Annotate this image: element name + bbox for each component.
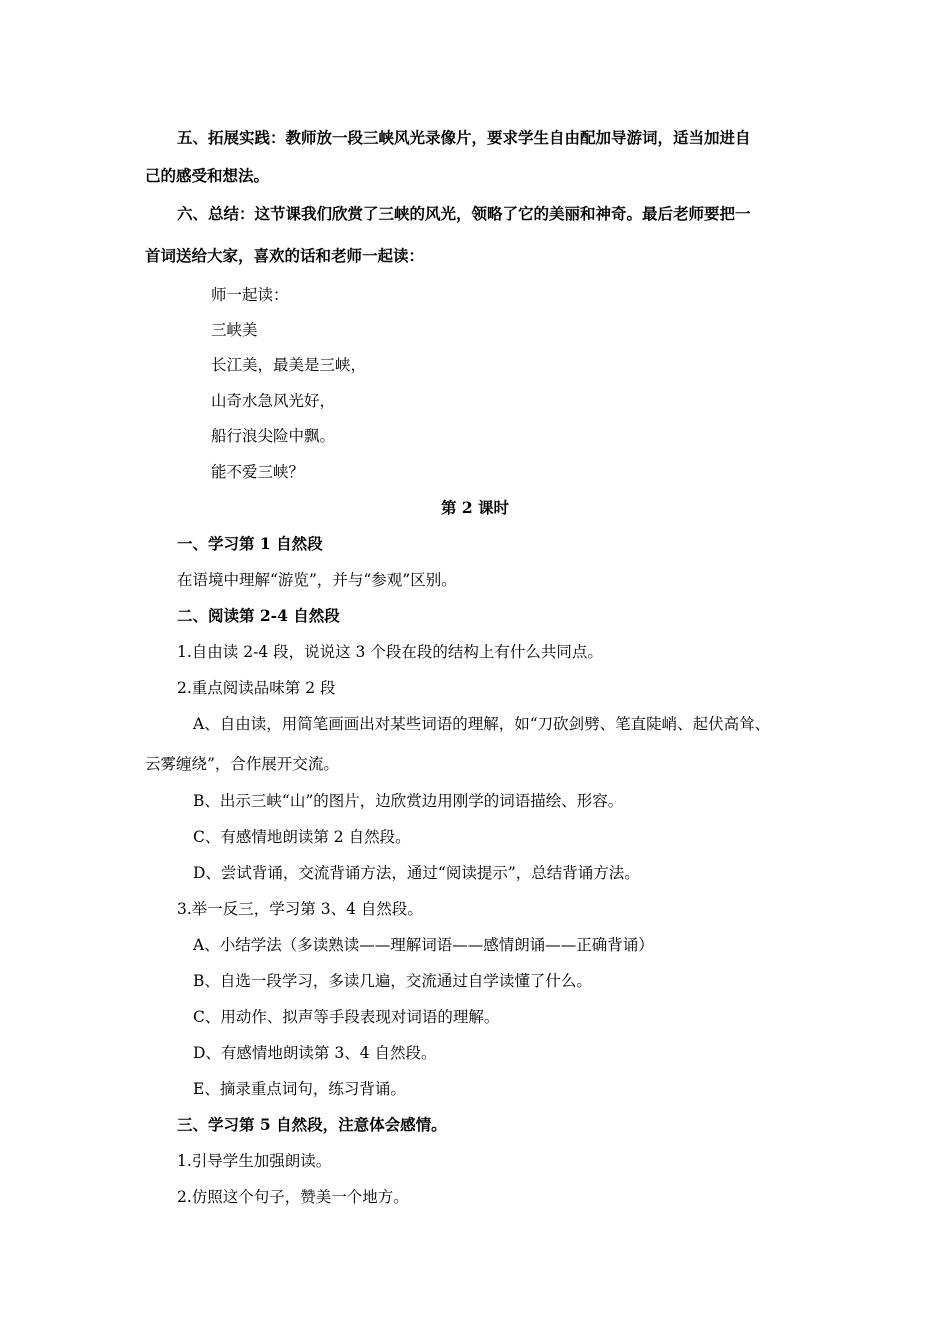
heading-3: 三、学习第 5 自然段，注意体会感情。	[177, 1115, 447, 1134]
poem-line-3: 船行浪尖险中飘。	[211, 427, 336, 445]
poem-title: 三峡美	[211, 321, 258, 339]
paragraph-1: 在语境中理解“游览”，并与“参观”区别。	[177, 571, 457, 589]
lesson-2-title: 第 2 课时	[440, 498, 510, 517]
item-2: 2.重点阅读品味第 2 段	[177, 679, 336, 697]
poem-line-2: 山奇水急风光好，	[211, 392, 336, 410]
section-5-line-2: 己的感受和想法。	[145, 166, 270, 185]
item-2-b: B、出示三峡“山”的图片，边欣赏边用刚学的词语描绘、形容。	[193, 792, 624, 810]
item-2-a-line-1: A、自由读，用简笔画画出对某些词语的理解，如“刀砍剑劈、笔直陡峭、起伏高耸、	[193, 715, 771, 733]
item-3-a: A、小结学法（多读熟读——理解词语——感情朗诵——正确背诵）	[193, 936, 654, 954]
section-3-item-1: 1.引导学生加强朗读。	[177, 1152, 332, 1170]
item-2-a-line-2: 云雾缠绕”，合作展开交流。	[145, 755, 339, 773]
section-5-line-1: 五、拓展实践：教师放一段三峡风光录像片，要求学生自由配加导游词，适当加进自	[177, 128, 751, 147]
item-1: 1.自由读 2-4 段，说说这 3 个段在段的结构上有什么共同点。	[177, 643, 603, 661]
item-3-d: D、有感情地朗读第 3、4 自然段。	[193, 1044, 437, 1062]
item-3-b: B、自选一段学习，多读几遍，交流通过自学读懂了什么。	[193, 972, 592, 990]
heading-2: 二、阅读第 2-4 自然段	[177, 606, 340, 625]
section-3-item-2: 2.仿照这个句子，赞美一个地方。	[177, 1188, 409, 1206]
item-3-c: C、用动作、拟声等手段表现对词语的理解。	[193, 1008, 500, 1026]
section-6-line-2: 首词送给大家，喜欢的话和老师一起读：	[145, 246, 425, 265]
section-6-line-1: 六、总结：这节课我们欣赏了三峡的风光，领略了它的美丽和神奇。最后老师要把一	[177, 204, 751, 223]
item-2-c: C、有感情地朗读第 2 自然段。	[193, 828, 411, 846]
poem-intro: 师一起读：	[211, 286, 289, 304]
item-3-e: E、摘录重点词句，练习背诵。	[193, 1080, 406, 1098]
item-3: 3.举一反三，学习第 3、4 自然段。	[177, 900, 423, 918]
poem-line-4: 能不爱三峡？	[211, 463, 305, 481]
heading-1: 一、学习第 1 自然段	[177, 534, 323, 553]
poem-line-1: 长江美，最美是三峡，	[211, 356, 367, 374]
item-2-d: D、尝试背诵，交流背诵方法，通过“阅读提示”，总结背诵方法。	[193, 864, 640, 882]
